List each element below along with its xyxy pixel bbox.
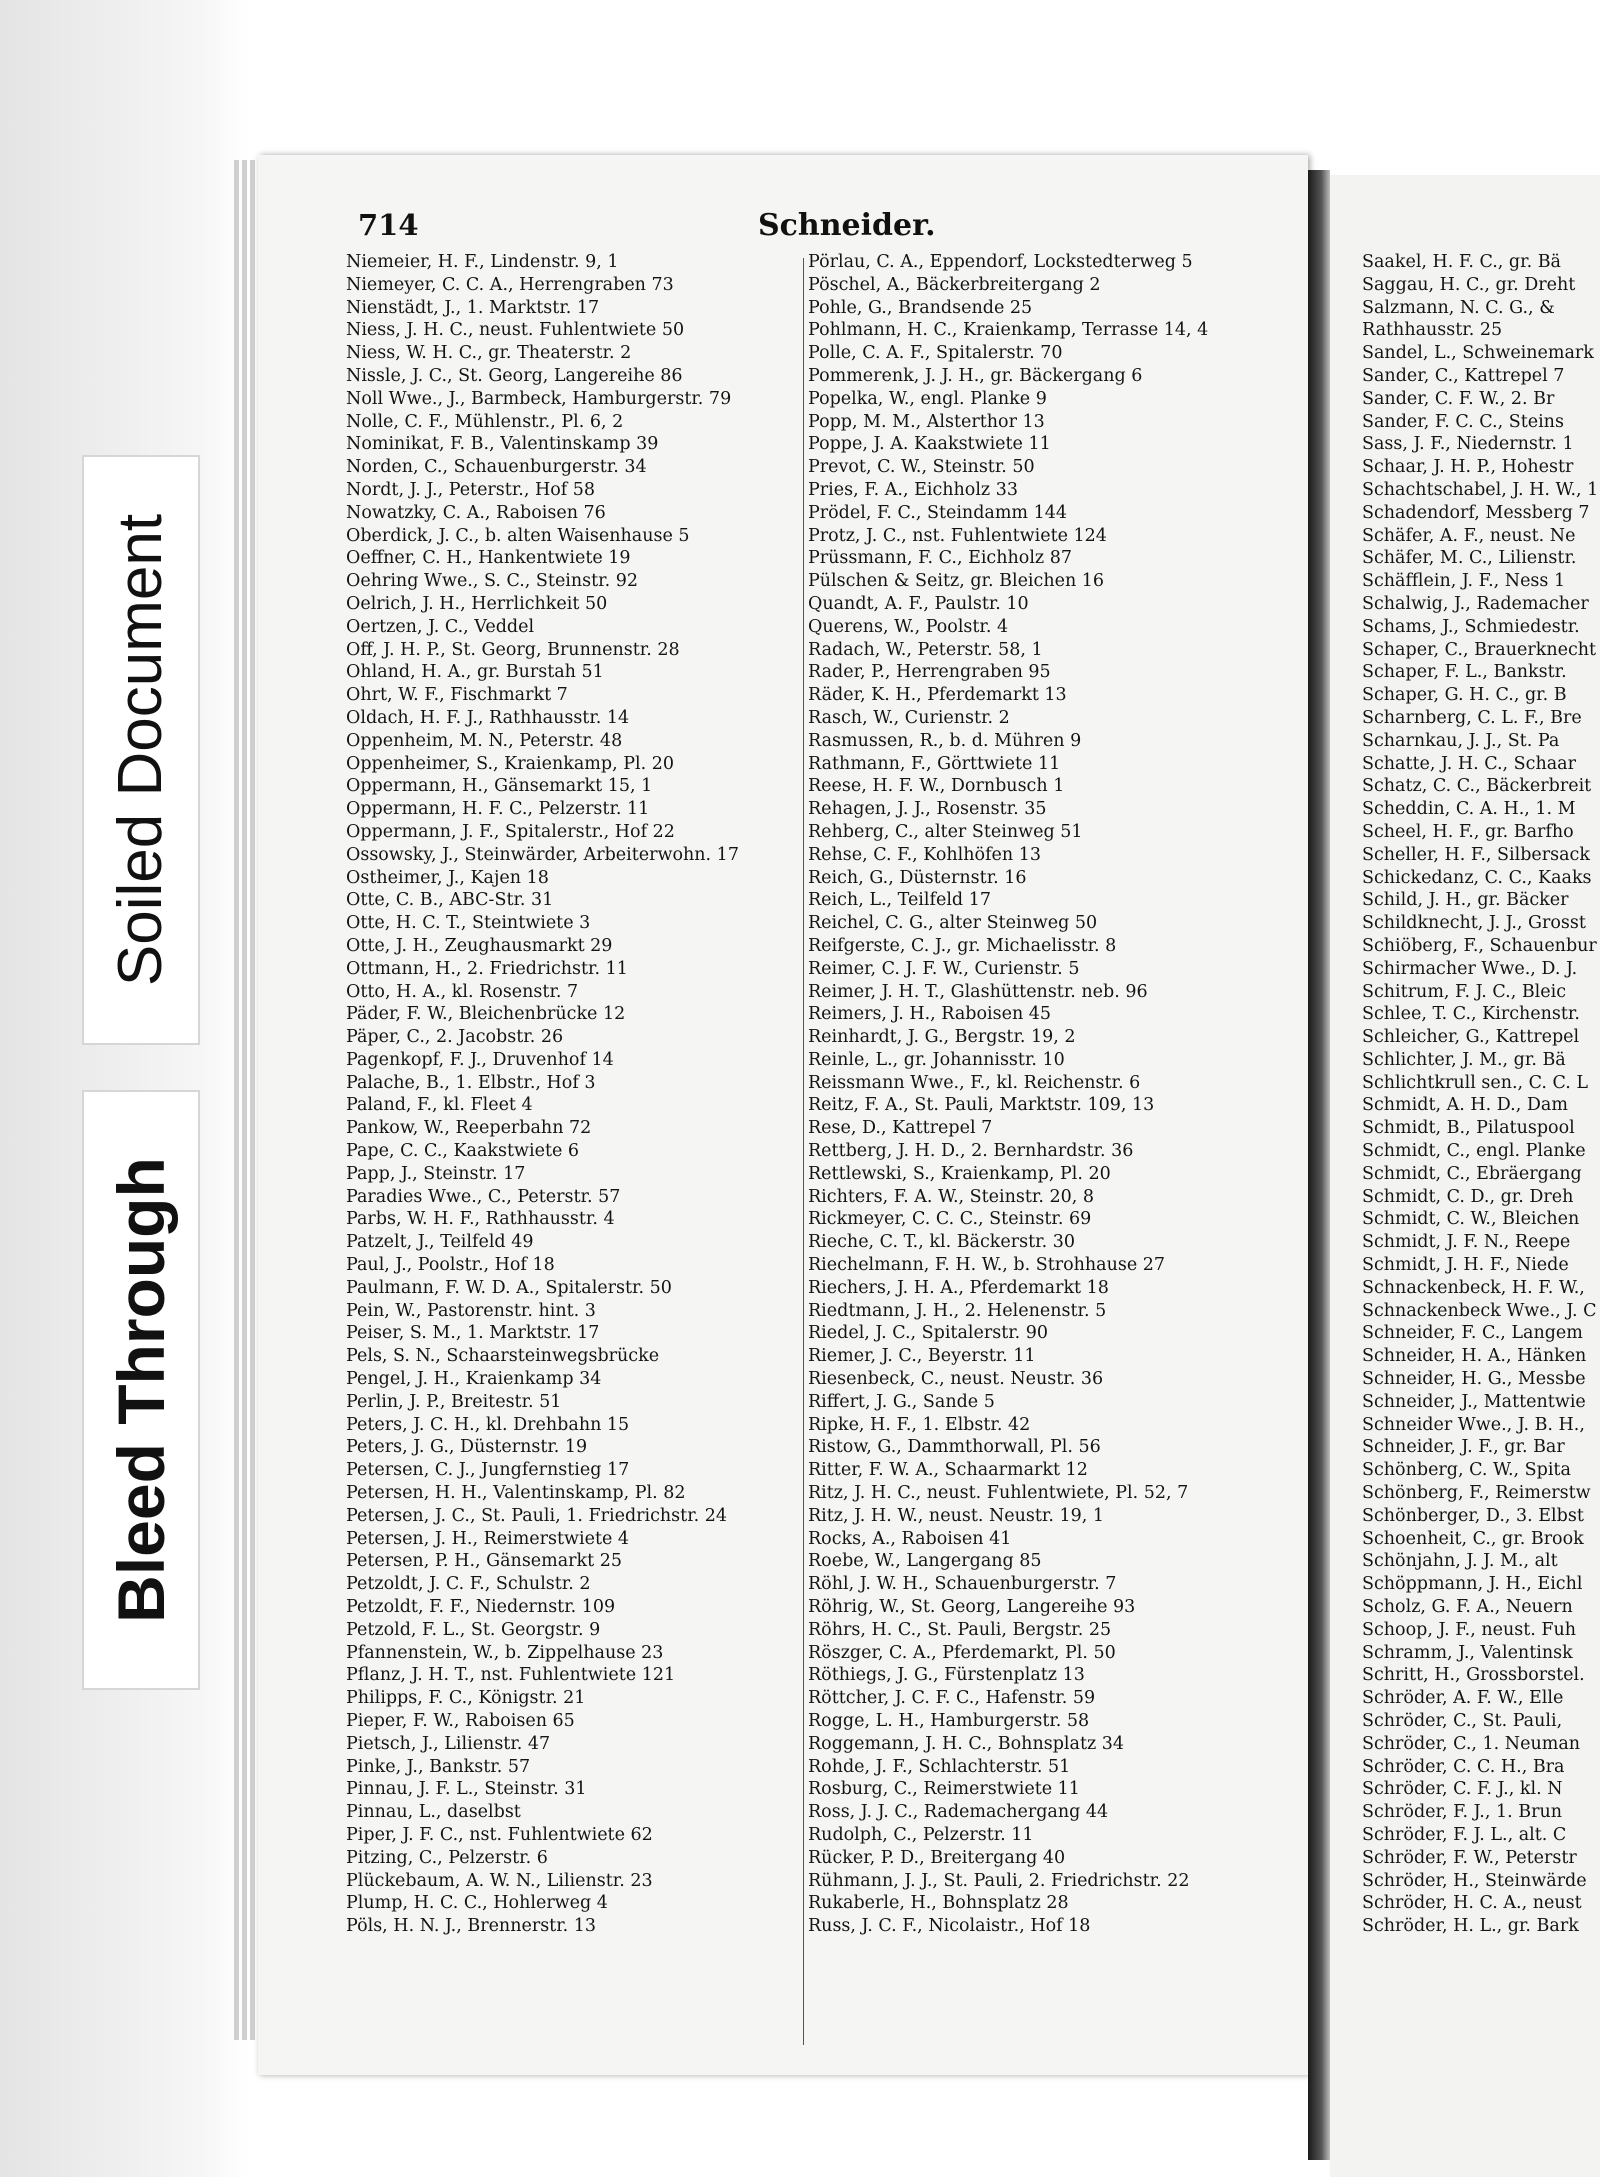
directory-entry: Petzold, F. L., St. Georgstr. 9 xyxy=(346,1619,601,1640)
directory-entry: Röhrig, W., St. Georg, Langereihe 93 xyxy=(808,1597,1136,1618)
directory-entry: Ostheimer, J., Kajen 18 xyxy=(346,867,549,888)
directory-entry: Riesenbeck, C., neust. Neustr. 36 xyxy=(808,1369,1104,1390)
directory-entry: Rieche, C. T., kl. Bäckerstr. 30 xyxy=(808,1232,1075,1253)
directory-entry: Niemeyer, C. C. A., Herrengraben 73 xyxy=(346,274,674,295)
directory-entry: Nienstädt, J., 1. Marktstr. 17 xyxy=(346,297,600,318)
directory-entry: Rosburg, C., Reimerstwiete 11 xyxy=(808,1779,1080,1800)
directory-entry: Ritz, J. H. C., neust. Fuhlentwiete, Pl. 52, 7 xyxy=(808,1483,1189,1504)
directory-entry: Oeffner, C. H., Hankentwiete 19 xyxy=(346,548,631,569)
directory-entry: Nolle, C. F., Mühlenstr., Pl. 6, 2 xyxy=(346,411,624,432)
directory-entry: Popelka, W., engl. Planke 9 xyxy=(808,388,1047,409)
directory-entry: Riedtmann, J. H., 2. Helenenstr. 5 xyxy=(808,1300,1107,1321)
directory-entry: Salzmann, N. C. G., & xyxy=(1362,297,1555,318)
directory-entry: Schneider, H. A., Hänken xyxy=(1362,1346,1587,1367)
directory-entry: Reich, L., Teilfeld 17 xyxy=(808,890,991,911)
directory-entry: Reich, G., Düsternstr. 16 xyxy=(808,867,1027,888)
directory-entry: Pöschel, A., Bäckerbreitergang 2 xyxy=(808,274,1101,295)
page-header xyxy=(358,208,1178,248)
directory-entry: Schritt, H., Grossborstel. xyxy=(1362,1665,1585,1686)
directory-entry: Rühmann, J. J., St. Pauli, 2. Friedrichstr. 22 xyxy=(808,1870,1190,1891)
directory-entry: Schaper, C., Brauerknecht xyxy=(1362,639,1597,660)
directory-entry: Schleicher, G., Kattrepel xyxy=(1362,1027,1580,1048)
directory-entry: Reifgerste, C. J., gr. Michaelisstr. 8 xyxy=(808,935,1117,956)
page-edge xyxy=(234,160,239,2040)
directory-entry: Norden, C., Schauenburgerstr. 34 xyxy=(346,457,647,478)
directory-entry: Pfannenstein, W., b. Zippelhause 23 xyxy=(346,1642,664,1663)
directory-entry: Rettlewski, S., Kraienkamp, Pl. 20 xyxy=(808,1163,1111,1184)
directory-entry: Reimer, C. J. F. W., Curienstr. 5 xyxy=(808,958,1080,979)
directory-entry: Schams, J., Schmiedestr. xyxy=(1362,616,1580,637)
directory-entry: Rehse, C. F., Kohlhöfen 13 xyxy=(808,844,1042,865)
directory-entry: Scholz, G. F. A., Neuern xyxy=(1362,1597,1573,1618)
directory-entry: Patzelt, J., Teilfeld 49 xyxy=(346,1232,534,1253)
directory-entry: Oberdick, J. C., b. alten Waisenhause 5 xyxy=(346,525,690,546)
directory-entry: Pinke, J., Bankstr. 57 xyxy=(346,1756,531,1777)
directory-entry: Schmidt, J. F. N., Reepe xyxy=(1362,1232,1571,1253)
directory-entry: Roggemann, J. H. C., Bohnsplatz 34 xyxy=(808,1733,1125,1754)
directory-entry: Parbs, W. H. F., Rathhausstr. 4 xyxy=(346,1209,615,1230)
directory-entry: Scheel, H. F., gr. Barfho xyxy=(1362,821,1574,842)
directory-entry: Rudolph, C., Pelzerstr. 11 xyxy=(808,1824,1034,1845)
directory-entry: Rickmeyer, C. C. C., Steinstr. 69 xyxy=(808,1209,1092,1230)
directory-entry: Pitzing, C., Pelzerstr. 6 xyxy=(346,1847,548,1868)
directory-entry: Röhrs, H. C., St. Pauli, Bergstr. 25 xyxy=(808,1619,1112,1640)
directory-entry: Schröder, H. L., gr. Bark xyxy=(1362,1916,1579,1937)
directory-entry: Schmidt, A. H. D., Dam xyxy=(1362,1095,1568,1116)
directory-entry: Schalwig, J., Rademacher xyxy=(1362,593,1589,614)
directory-entry: Rasmussen, R., b. d. Mühren 9 xyxy=(808,730,1082,751)
directory-entry: Paul, J., Poolstr., Hof 18 xyxy=(346,1255,555,1276)
directory-entry: Peters, J. C. H., kl. Drehbahn 15 xyxy=(346,1414,630,1435)
directory-entry: Oldach, H. F. J., Rathhausstr. 14 xyxy=(346,707,630,728)
directory-entry: Pagenkopf, F. J., Druvenhof 14 xyxy=(346,1049,614,1070)
directory-entry: Prüssmann, F. C., Eichholz 87 xyxy=(808,548,1072,569)
directory-entry: Reinhardt, J. G., Bergstr. 19, 2 xyxy=(808,1027,1076,1048)
directory-entry: Röthiegs, J. G., Fürstenplatz 13 xyxy=(808,1665,1085,1686)
directory-entry: Schaar, J. H. P., Hohestr xyxy=(1362,457,1574,478)
directory-entry: Oertzen, J. C., Veddel xyxy=(346,616,535,637)
directory-entry: Schäfflein, J. F., Ness 1 xyxy=(1362,571,1566,592)
directory-entry: Petersen, C. J., Jungfernstieg 17 xyxy=(346,1460,630,1481)
directory-entry: Schneider, J., Mattentwie xyxy=(1362,1391,1586,1412)
directory-entry: Rasch, W., Curienstr. 2 xyxy=(808,707,1010,728)
directory-entry: Saakel, H. F. C., gr. Bä xyxy=(1362,252,1561,272)
directory-entry: Schröder, A. F. W., Elle xyxy=(1362,1688,1564,1709)
directory-entry: Schäfer, M. C., Lilienstr. xyxy=(1362,548,1577,569)
directory-entry: Schitrum, F. J. C., Bleic xyxy=(1362,981,1567,1002)
directory-entry: Sandel, L., Schweinemark xyxy=(1362,343,1594,364)
directory-entry: Schönberg, F., Reimerstw xyxy=(1362,1483,1591,1504)
directory-entry: Ritter, F. W. A., Schaarmarkt 12 xyxy=(808,1460,1088,1481)
directory-entry: Otte, H. C. T., Steintwiete 3 xyxy=(346,913,591,934)
directory-entry: Palache, B., 1. Elbstr., Hof 3 xyxy=(346,1072,596,1093)
directory-entry: Riemer, J. C., Beyerstr. 11 xyxy=(808,1346,1036,1367)
directory-entry: Päder, F. W., Bleichenbrücke 12 xyxy=(346,1004,626,1025)
directory-entry: Schröder, C. C. H., Bra xyxy=(1362,1756,1565,1777)
directory-entry: Schatz, C. C., Bäckerbreit xyxy=(1362,776,1592,797)
directory-entry: Rehberg, C., alter Steinweg 51 xyxy=(808,821,1083,842)
directory-entry: Prevot, C. W., Steinstr. 50 xyxy=(808,457,1035,478)
directory-entry: Otto, H. A., kl. Rosenstr. 7 xyxy=(346,981,579,1002)
directory-entry: Russ, J. C. F., Nicolaistr., Hof 18 xyxy=(808,1916,1091,1937)
column-rule xyxy=(803,258,804,2045)
directory-entry: Pohlmann, H. C., Kraienkamp, Terrasse 14, 4 xyxy=(808,320,1209,341)
directory-entry: Rettberg, J. H. D., 2. Bernhardstr. 36 xyxy=(808,1141,1134,1162)
page-edge xyxy=(242,160,247,2040)
directory-entry: Röttcher, J. C. F. C., Hafenstr. 59 xyxy=(808,1688,1096,1709)
directory-entry: Pape, C. C., Kaakstwiete 6 xyxy=(346,1141,580,1162)
directory-entry: Pülschen & Seitz, gr. Bleichen 16 xyxy=(808,571,1105,592)
directory-entry: Pries, F. A., Eichholz 33 xyxy=(808,479,1018,500)
directory-entry: Pels, S. N., Schaarsteinwegsbrücke xyxy=(346,1346,660,1367)
directory-entry: Schlee, T. C., Kirchenstr. xyxy=(1362,1004,1580,1025)
directory-entry: Scharnberg, C. L. F., Bre xyxy=(1362,707,1582,728)
directory-entry: Rohde, J. F., Schlachterstr. 51 xyxy=(808,1756,1071,1777)
directory-entry: Schild, J. H., gr. Bäcker xyxy=(1362,890,1569,911)
directory-entry: Schaper, F. L., Bankstr. xyxy=(1362,662,1567,683)
directory-entry: Pankow, W., Reeperbahn 72 xyxy=(346,1118,592,1139)
directory-entry: Roebe, W., Langergang 85 xyxy=(808,1551,1042,1572)
directory-entry: Off, J. H. P., St. Georg, Brunnenstr. 28 xyxy=(346,639,680,660)
directory-entry: Schnackenbeck, H. F. W., xyxy=(1362,1277,1585,1298)
directory-entry: Niess, J. H. C., neust. Fuhlentwiete 50 xyxy=(346,320,685,341)
directory-entry: Ristow, G., Dammthorwall, Pl. 56 xyxy=(808,1437,1101,1458)
directory-entry: Polle, C. A. F., Spitalerstr. 70 xyxy=(808,343,1063,364)
directory-entry: Oppermann, J. F., Spitalerstr., Hof 22 xyxy=(346,821,675,842)
directory-entry: Räder, K. H., Pferdemarkt 13 xyxy=(808,685,1067,706)
directory-entry: Schröder, C., St. Pauli, xyxy=(1362,1711,1563,1731)
directory-entry: Rocks, A., Raboisen 41 xyxy=(808,1528,1012,1549)
scan-background xyxy=(0,0,250,2177)
directory-entry: Rader, P., Herrengraben 95 xyxy=(808,662,1051,683)
directory-entry: Schramm, J., Valentinsk xyxy=(1362,1642,1573,1663)
directory-entry: Schildknecht, J. J., Grosst xyxy=(1362,913,1586,934)
directory-entry: Schneider Wwe., J. B. H., xyxy=(1362,1414,1585,1435)
directory-entry: Schröder, H., Steinwärde xyxy=(1362,1870,1587,1891)
directory-entry: Reitz, F. A., St. Pauli, Marktstr. 109, 13 xyxy=(808,1095,1155,1116)
directory-entry: Perlin, J. P., Breitestr. 51 xyxy=(346,1391,562,1412)
directory-entry: Niemeier, H. F., Lindenstr. 9, 1 xyxy=(346,252,619,272)
directory-entry: Radach, W., Peterstr. 58, 1 xyxy=(808,639,1043,660)
directory-entry: Paulmann, F. W. D. A., Spitalerstr. 50 xyxy=(346,1277,672,1298)
directory-entry: Pöls, H. N. J., Brennerstr. 13 xyxy=(346,1916,597,1937)
directory-entry: Pein, W., Pastorenstr. hint. 3 xyxy=(346,1300,596,1321)
soiled-document-label xyxy=(82,455,200,1045)
directory-entry: Nowatzky, C. A., Raboisen 76 xyxy=(346,502,606,523)
directory-entry: Peters, J. G., Düsternstr. 19 xyxy=(346,1437,588,1458)
directory-entry: Petersen, H. H., Valentinskamp, Pl. 82 xyxy=(346,1483,686,1504)
directory-entry: Sander, C., Kattrepel 7 xyxy=(1362,365,1565,386)
directory-entry: Schröder, H. C. A., neust xyxy=(1362,1893,1582,1914)
directory-entry: Reimer, J. H. T., Glashüttenstr. neb. 96 xyxy=(808,981,1148,1002)
directory-entry: Schatte, J. H. C., Schaar xyxy=(1362,753,1576,774)
directory-entry: Papp, J., Steinstr. 17 xyxy=(346,1163,526,1184)
directory-entry: Schaper, G. H. C., gr. B xyxy=(1362,685,1567,706)
directory-entry: Schäfer, A. F., neust. Ne xyxy=(1362,525,1576,546)
directory-entry: Röhl, J. W. H., Schauenburgerstr. 7 xyxy=(808,1574,1117,1595)
directory-entry: Schröder, F. W., Peterstr xyxy=(1362,1847,1577,1868)
directory-entry: Rogge, L. H., Hamburgerstr. 58 xyxy=(808,1711,1090,1731)
directory-entry: Schmidt, C. D., gr. Dreh xyxy=(1362,1186,1574,1207)
directory-entry: Rücker, P. D., Breitergang 40 xyxy=(808,1847,1066,1868)
directory-entry: Petzoldt, F. F., Niedernstr. 109 xyxy=(346,1597,616,1618)
directory-entry: Ohland, H. A., gr. Burstah 51 xyxy=(346,662,604,683)
directory-entry: Sander, C. F. W., 2. Br xyxy=(1362,388,1555,409)
directory-entry: Schöppmann, J. H., Eichl xyxy=(1362,1574,1583,1595)
book-gutter xyxy=(1308,170,1330,2160)
directory-entry: Schirmacher Wwe., D. J. xyxy=(1362,958,1578,979)
directory-entry: Noll Wwe., J., Barmbeck, Hamburgerstr. 79 xyxy=(346,388,732,409)
directory-entry: Sander, F. C. C., Steins xyxy=(1362,411,1564,432)
directory-entry: Schneider, H. G., Messbe xyxy=(1362,1369,1586,1390)
directory-entry: Ripke, H. F., 1. Elbstr. 42 xyxy=(808,1414,1031,1435)
directory-entry: Riechelmann, F. H. W., b. Strohhause 27 xyxy=(808,1255,1166,1276)
directory-entry: Oppenheimer, S., Kraienkamp, Pl. 20 xyxy=(346,753,674,774)
directory-entry: Paradies Wwe., C., Peterstr. 57 xyxy=(346,1186,621,1207)
directory-entry: Quandt, A. F., Paulstr. 10 xyxy=(808,593,1029,614)
directory-entry: Schröder, C. F. J., kl. N xyxy=(1362,1779,1563,1800)
directory-entry: Schneider, F. C., Langem xyxy=(1362,1323,1583,1344)
directory-entry: Pommerenk, J. J. H., gr. Bäckergang 6 xyxy=(808,365,1143,386)
directory-entry: Plückebaum, A. W. N., Lilienstr. 23 xyxy=(346,1870,653,1891)
directory-entry: Schmidt, C., engl. Planke xyxy=(1362,1141,1586,1162)
directory-entry: Schoenheit, C., gr. Brook xyxy=(1362,1528,1584,1549)
directory-entry: Scheller, H. F., Silbersack xyxy=(1362,844,1590,865)
page-edge xyxy=(250,160,255,2040)
directory-entry: Schönberger, D., 3. Elbst xyxy=(1362,1505,1584,1526)
directory-entry: Schadendorf, Messberg 7 xyxy=(1362,502,1590,523)
directory-entry: Rukaberle, H., Bohnsplatz 28 xyxy=(808,1893,1069,1914)
directory-entry: Oppermann, H. F. C., Pelzerstr. 11 xyxy=(346,799,650,820)
directory-entry: Petersen, J. H., Reimerstwiete 4 xyxy=(346,1528,630,1549)
directory-entry: Schoop, J. F., neust. Fuh xyxy=(1362,1619,1577,1640)
directory-entry: Schröder, C., 1. Neuman xyxy=(1362,1733,1581,1754)
directory-entry: Schneider, J. F., gr. Bar xyxy=(1362,1437,1565,1458)
directory-entry: Prödel, F. C., Steindamm 144 xyxy=(808,502,1067,523)
directory-entry: Schröder, F. J., 1. Brun xyxy=(1362,1802,1563,1823)
directory-entry: Ritz, J. H. W., neust. Neustr. 19, 1 xyxy=(808,1505,1105,1526)
running-head: Schneider. xyxy=(758,208,936,243)
directory-column-left xyxy=(346,251,801,1938)
directory-entry: Pflanz, J. H. T., nst. Fuhlentwiete 121 xyxy=(346,1665,676,1686)
directory-entry: Schmidt, J. H. F., Niede xyxy=(1362,1255,1569,1276)
directory-entry: Philipps, F. C., Königstr. 21 xyxy=(346,1688,586,1709)
directory-column-middle xyxy=(808,251,1253,1938)
directory-entry: Ossowsky, J., Steinwärder, Arbeiterwohn. 17 xyxy=(346,844,739,865)
soiled-document-text: Soiled Document xyxy=(106,513,175,987)
directory-entry: Pietsch, J., Lilienstr. 47 xyxy=(346,1733,551,1754)
directory-entry: Schachtschabel, J. H. W., 1 xyxy=(1362,479,1599,500)
directory-entry: Schmidt, C., Ebräergang xyxy=(1362,1163,1582,1184)
directory-entry: Niess, W. H. C., gr. Theaterstr. 2 xyxy=(346,343,632,364)
directory-entry: Petersen, J. C., St. Pauli, 1. Friedrichstr. 24 xyxy=(346,1505,728,1526)
directory-entry: Sass, J. F., Niedernstr. 1 xyxy=(1362,434,1574,455)
directory-entry: Ohrt, W. F., Fischmarkt 7 xyxy=(346,685,568,706)
directory-entry: Rehagen, J. J., Rosenstr. 35 xyxy=(808,799,1047,820)
directory-entry: Schiöberg, F., Schauenbur xyxy=(1362,935,1597,956)
directory-entry: Otte, C. B., ABC-Str. 31 xyxy=(346,890,554,911)
directory-entry: Querens, W., Poolstr. 4 xyxy=(808,616,1009,637)
directory-entry: Popp, M. M., Alsterthor 13 xyxy=(808,411,1045,432)
directory-entry: Schröder, F. J. L., alt. C xyxy=(1362,1824,1567,1845)
directory-entry: Päper, C., 2. Jacobstr. 26 xyxy=(346,1027,564,1048)
directory-entry: Schönberg, C. W., Spita xyxy=(1362,1460,1571,1481)
directory-entry: Pörlau, C. A., Eppendorf, Lockstedterweg 5 xyxy=(808,252,1193,272)
directory-entry: Pieper, F. W., Raboisen 65 xyxy=(346,1711,575,1731)
directory-entry: Pinnau, L., daselbst xyxy=(346,1802,521,1823)
directory-entry: Riedel, J. C., Spitalerstr. 90 xyxy=(808,1323,1049,1344)
directory-entry: Schlichtkrull sen., C. C. L xyxy=(1362,1072,1589,1093)
directory-entry: Pengel, J. H., Kraienkamp 34 xyxy=(346,1369,602,1390)
directory-entry: Schlichter, J. M., gr. Bä xyxy=(1362,1049,1566,1070)
bleed-through-text: Bleed Through xyxy=(104,1157,178,1623)
directory-entry: Oehring Wwe., S. C., Steinstr. 92 xyxy=(346,571,639,592)
directory-entry: Plump, H. C. C., Hohlerweg 4 xyxy=(346,1893,608,1914)
directory-entry: Piper, J. F. C., nst. Fuhlentwiete 62 xyxy=(346,1824,653,1845)
directory-entry: Protz, J. C., nst. Fuhlentwiete 124 xyxy=(808,525,1107,546)
directory-entry: Reichel, C. G., alter Steinweg 50 xyxy=(808,913,1098,934)
directory-entry: Schönjahn, J. J. M., alt xyxy=(1362,1551,1558,1572)
directory-entry: Riechers, J. H. A., Pferdemarkt 18 xyxy=(808,1277,1109,1298)
directory-entry: Reese, H. F. W., Dornbusch 1 xyxy=(808,776,1065,797)
directory-entry: Riffert, J. G., Sande 5 xyxy=(808,1391,995,1412)
directory-entry: Pinnau, J. F. L., Steinstr. 31 xyxy=(346,1779,587,1800)
directory-entry: Rese, D., Kattrepel 7 xyxy=(808,1118,993,1139)
directory-entry: Oelrich, J. H., Herrlichkeit 50 xyxy=(346,593,608,614)
directory-entry: Saggau, H. C., gr. Dreht xyxy=(1362,274,1576,295)
directory-entry: Paland, F., kl. Fleet 4 xyxy=(346,1095,533,1116)
directory-entry: Reimers, J. H., Raboisen 45 xyxy=(808,1004,1052,1025)
directory-entry: Otte, J. H., Zeughausmarkt 29 xyxy=(346,935,613,956)
directory-entry: Peiser, S. M., 1. Marktstr. 17 xyxy=(346,1323,600,1344)
bleed-through-label xyxy=(82,1090,200,1690)
directory-entry: Schickedanz, C. C., Kaaks xyxy=(1362,867,1592,888)
directory-entry: Nordt, J. J., Peterstr., Hof 58 xyxy=(346,479,596,500)
directory-entry: Petersen, P. H., Gänsemarkt 25 xyxy=(346,1551,623,1572)
directory-entry: Pohle, G., Brandsende 25 xyxy=(808,297,1033,318)
directory-column-right xyxy=(1362,251,1600,1938)
directory-entry: Oppenheim, M. N., Peterstr. 48 xyxy=(346,730,623,751)
directory-entry: Schnackenbeck Wwe., J. C xyxy=(1362,1300,1597,1321)
directory-entry: Ross, J. J. C., Rademachergang 44 xyxy=(808,1802,1109,1823)
directory-entry: Nominikat, F. B., Valentinskamp 39 xyxy=(346,434,659,455)
directory-entry: Oppermann, H., Gänsemarkt 15, 1 xyxy=(346,776,653,797)
directory-entry: Scheddin, C. A. H., 1. M xyxy=(1362,799,1576,820)
directory-entry: Reinle, L., gr. Johannisstr. 10 xyxy=(808,1049,1065,1070)
directory-entry: Röszger, C. A., Pferdemarkt, Pl. 50 xyxy=(808,1642,1116,1663)
directory-entry: Reissmann Wwe., F., kl. Reichenstr. 6 xyxy=(808,1072,1141,1093)
directory-entry: Schmidt, B., Pilatuspool xyxy=(1362,1118,1575,1139)
directory-entry: Schmidt, C. W., Bleichen xyxy=(1362,1209,1580,1230)
directory-entry: Rathhausstr. 25 xyxy=(1362,320,1503,341)
directory-entry: Rathmann, F., Görttwiete 11 xyxy=(808,753,1061,774)
directory-entry: Petzoldt, J. C. F., Schulstr. 2 xyxy=(346,1574,591,1595)
directory-entry: Scharnkau, J. J., St. Pa xyxy=(1362,730,1560,751)
directory-entry: Richters, F. A. W., Steinstr. 20, 8 xyxy=(808,1186,1094,1207)
directory-entry: Ottmann, H., 2. Friedrichstr. 11 xyxy=(346,958,628,979)
directory-entry: Poppe, J. A. Kaakstwiete 11 xyxy=(808,434,1051,455)
page-number: 714 xyxy=(358,208,419,242)
directory-entry: Nissle, J. C., St. Georg, Langereihe 86 xyxy=(346,365,683,386)
